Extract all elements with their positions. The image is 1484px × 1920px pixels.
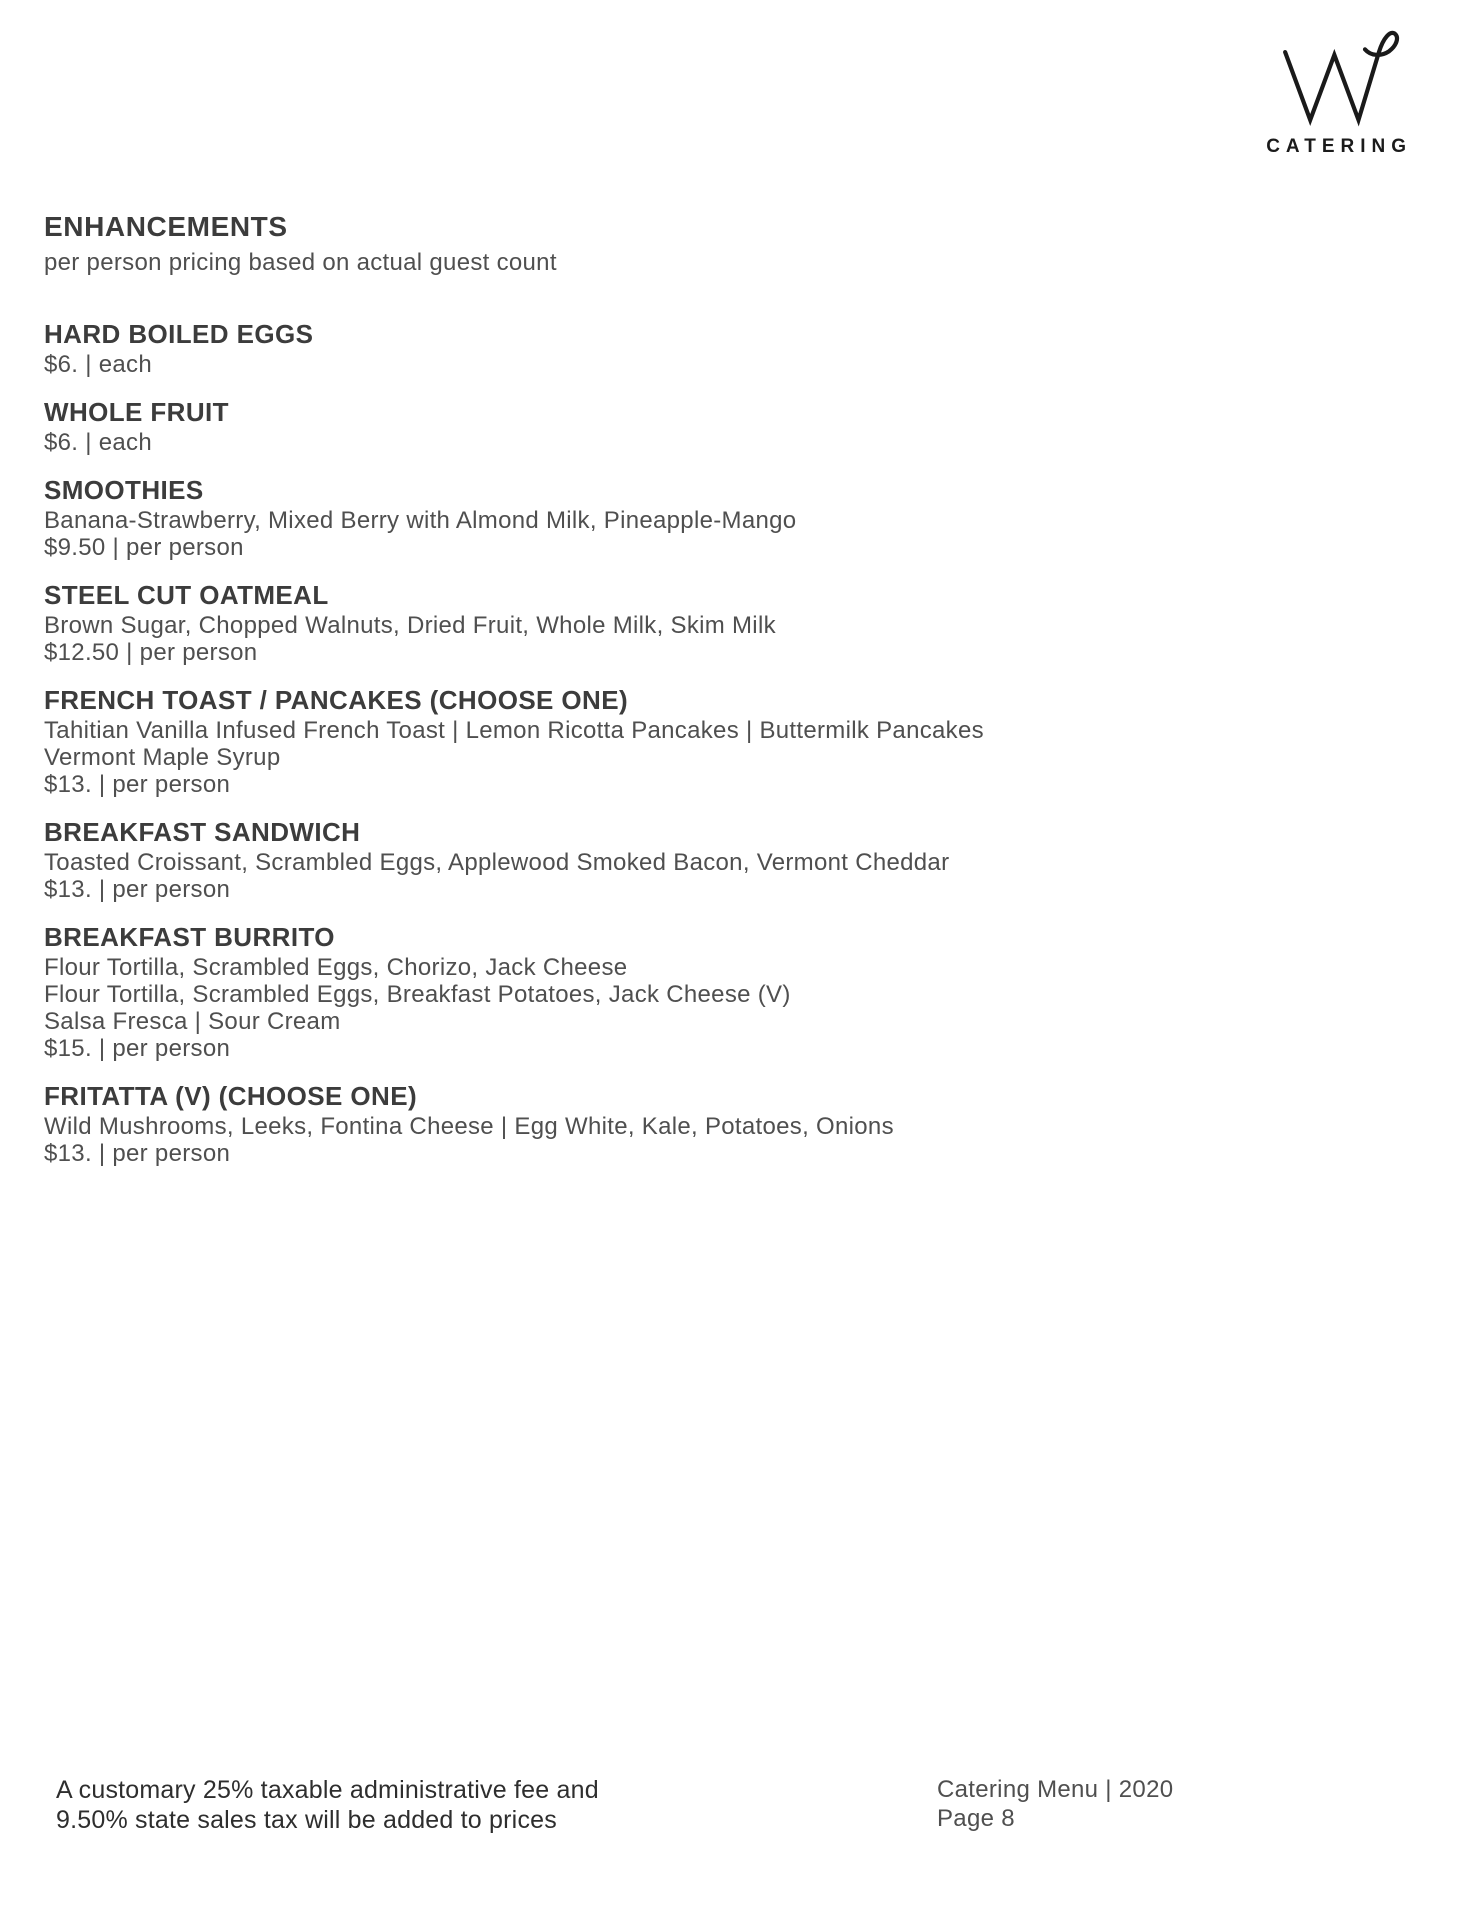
page-title: ENHANCEMENTS xyxy=(44,211,288,242)
item-price: $13. | per person xyxy=(44,876,231,903)
item-price: $15. | per person xyxy=(44,1035,231,1062)
menu-item-smoothies xyxy=(44,476,1428,561)
footer-disclaimer xyxy=(56,1775,599,1835)
wp-monogram-icon xyxy=(1278,28,1400,132)
item-price: $13. | per person xyxy=(44,1140,231,1167)
footer-page-number: Page 8 xyxy=(937,1805,1015,1832)
item-description: Toasted Croissant, Scrambled Eggs, Applewood Smoked Bacon, Vermont Cheddar xyxy=(44,849,950,876)
item-name: BREAKFAST BURRITO xyxy=(44,922,335,952)
item-price: $6. | each xyxy=(44,429,152,456)
item-price: $6. | each xyxy=(44,351,152,378)
item-description: Flour Tortilla, Scrambled Eggs, Chorizo, Jack Cheese xyxy=(44,954,628,981)
menu-item-breakfast-sandwich xyxy=(44,818,1428,903)
menu-item-breakfast-burrito xyxy=(44,923,1428,1062)
item-description: Wild Mushrooms, Leeks, Fontina Cheese | Egg White, Kale, Potatoes, Onions xyxy=(44,1113,894,1140)
item-description: Salsa Fresca | Sour Cream xyxy=(44,1008,341,1035)
item-name: STEEL CUT OATMEAL xyxy=(44,580,329,610)
item-price: $12.50 | per person xyxy=(44,639,258,666)
menu-item-steel-cut-oatmeal xyxy=(44,581,1428,666)
item-name: FRENCH TOAST / PANCAKES (CHOOSE ONE) xyxy=(44,685,629,715)
item-name: WHOLE FRUIT xyxy=(44,397,229,427)
menu-item-fritatta xyxy=(44,1082,1428,1167)
page-subtitle: per person pricing based on actual guest count xyxy=(44,249,557,276)
brand-wordmark: CATERING xyxy=(1266,136,1412,157)
item-description: Brown Sugar, Chopped Walnuts, Dried Fruit, Whole Milk, Skim Milk xyxy=(44,612,776,639)
brand-logo xyxy=(1266,28,1412,158)
item-description: Banana-Strawberry, Mixed Berry with Almond Milk, Pineapple-Mango xyxy=(44,507,797,534)
disclaimer-line-2: 9.50% state sales tax will be added to prices xyxy=(56,1806,557,1834)
item-price: $9.50 | per person xyxy=(44,534,244,561)
menu-content xyxy=(44,211,1428,1187)
item-price: $13. | per person xyxy=(44,771,231,798)
item-description: Vermont Maple Syrup xyxy=(44,744,281,771)
menu-item-hard-boiled-eggs xyxy=(44,320,1428,378)
item-description: Flour Tortilla, Scrambled Eggs, Breakfast Potatoes, Jack Cheese (V) xyxy=(44,981,791,1008)
menu-item-whole-fruit xyxy=(44,398,1428,456)
footer-menu-info: Catering Menu | 2020 xyxy=(937,1776,1174,1803)
item-name: SMOOTHIES xyxy=(44,475,204,505)
item-name: HARD BOILED EGGS xyxy=(44,319,314,349)
item-description: Tahitian Vanilla Infused French Toast | Lemon Ricotta Pancakes | Buttermilk Pancakes xyxy=(44,717,984,744)
item-name: FRITATTA (V) (CHOOSE ONE) xyxy=(44,1081,417,1111)
item-name: BREAKFAST SANDWICH xyxy=(44,817,361,847)
disclaimer-line-1: A customary 25% taxable administrative fee and xyxy=(56,1776,599,1804)
menu-item-french-toast-pancakes xyxy=(44,686,1428,798)
footer-page-info xyxy=(937,1775,1173,1833)
